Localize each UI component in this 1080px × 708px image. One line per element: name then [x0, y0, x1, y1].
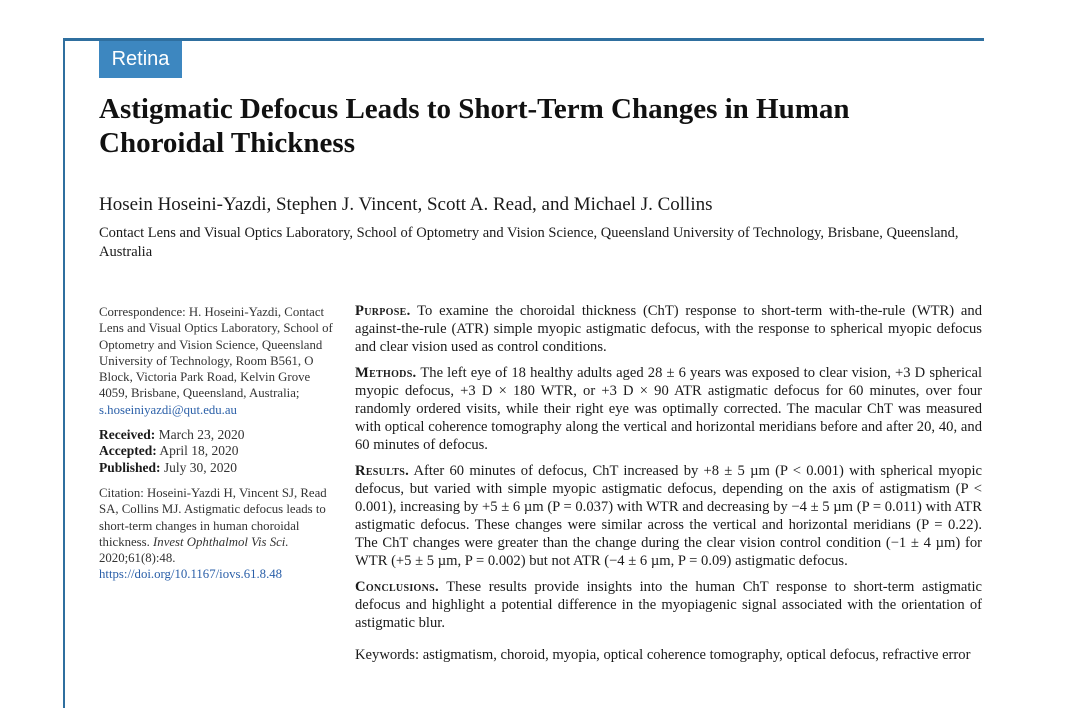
methods-text: The left eye of 18 healthy adults aged 28 ± 6 years was exposed to clear vision, +3 D spherical myopic defocus, +3 D × 180 WTR, or +3 D × 90 ATR astigmatic defocus for 60 minutes, over four randomly ordered visits, while their right eye was optimally corrected. The macular ChT was measured with optical coherence tomography along the vertical and horizontal meridians before and after 20, 40, and 60 minutes of defocus.: [355, 365, 983, 453]
correspondence-block: [99, 304, 339, 418]
abstract-results: [355, 462, 982, 570]
date-value: March 23, 2020: [158, 427, 245, 443]
article-sidebar: [99, 304, 339, 583]
correspondence-text: Correspondence: H. Hoseini-Yazdi, Contact Lens and Visual Optics Laboratory, School of Optometry and Vision Science, Queensland University of Technology, Room B561, O Block, Victoria Park Road, Kelvin Grove 4059, Brisbane, Queensland, Australia;: [99, 305, 333, 401]
results-text: After 60 minutes of defocus, ChT increased by +8 ± 5 µm (P < 0.001) with spherical myopic defocus, but varied with simple myopic astigmatic defocus, depending on the axis of astigmatism (P < 0.001), increasing by +5 ± 6 µm (P = 0.037) with WTR and decreasing by −4 ± 5 µm (P = 0.011) with ATR astigmatic defocus. These changes were similar across the vertical and horizontal meridians (P = 0.22). The ChT changes were greater than the change during the clear vision control condition (−1 ± 4 µm) for WTR (+5 ± 5 µm, P = 0.002) but not ATR (−4 ± 6 µm, P = 0.09) astigmatic defocus.: [355, 463, 983, 569]
purpose-label: Purpose.: [355, 303, 411, 319]
date-label: Accepted:: [99, 443, 157, 459]
methods-label: Methods.: [355, 365, 417, 381]
results-label: Results.: [355, 463, 410, 479]
date-published: [99, 460, 339, 476]
date-value: July 30, 2020: [163, 459, 238, 475]
abstract-purpose: [355, 302, 982, 356]
date-accepted: [99, 443, 339, 459]
abstract: [355, 302, 982, 672]
correspondence-email-link[interactable]: s.hoseiniyazdi@qut.edu.au: [99, 402, 237, 417]
publication-dates: [99, 427, 339, 476]
abstract-conclusions: [355, 578, 982, 632]
citation-text: Citation: Hoseini-Yazdi H, Vincent SJ, Read SA, Collins MJ. Astigmatic defocus leads to short-term changes in human choroidal thickness.: [99, 485, 327, 549]
citation-block: [99, 485, 339, 583]
left-border-rule: [63, 38, 65, 708]
section-tab-retina: Retina: [99, 41, 182, 78]
keywords: Keywords: astigmatism, choroid, myopia, optical coherence tomography, optical defocus, refractive error: [355, 647, 971, 663]
article-title: Astigmatic Defocus Leads to Short-Term Changes in Human Choroidal Thickness: [99, 93, 850, 159]
author-list: Hosein Hoseini-Yazdi, Stephen J. Vincent, Scott A. Read, and Michael J. Collins: [99, 194, 713, 215]
conclusions-label: Conclusions.: [355, 579, 439, 595]
top-border-rule: [63, 38, 984, 41]
date-value: April 18, 2020: [159, 443, 239, 459]
purpose-text: To examine the choroidal thickness (ChT) response to short-term with-the-rule (WTR) and against-the-rule (ATR) simple myopic astigmatic defocus, with the response to spherical myopic defocus and clear vision used as control conditions.: [355, 303, 983, 355]
citation-volume: 2020;61(8):48.: [99, 551, 176, 566]
citation-journal: Invest Ophthalmol Vis Sci.: [153, 534, 289, 549]
author-affiliation: Contact Lens and Visual Optics Laboratory, School of Optometry and Vision Science, Queensland University of Technology, Brisbane, Queensland, Australia: [99, 225, 959, 260]
date-received: [99, 427, 339, 443]
abstract-methods: [355, 364, 982, 454]
date-label: Published:: [99, 459, 161, 475]
doi-link[interactable]: https://doi.org/10.1167/iovs.61.8.48: [99, 567, 283, 582]
date-label: Received:: [99, 427, 156, 443]
conclusions-text: These results provide insights into the human ChT response to short-term astigmatic defocus and highlight a potential difference in the myopiagenic signal associated with the orientation of astigmatic blur.: [355, 579, 982, 631]
